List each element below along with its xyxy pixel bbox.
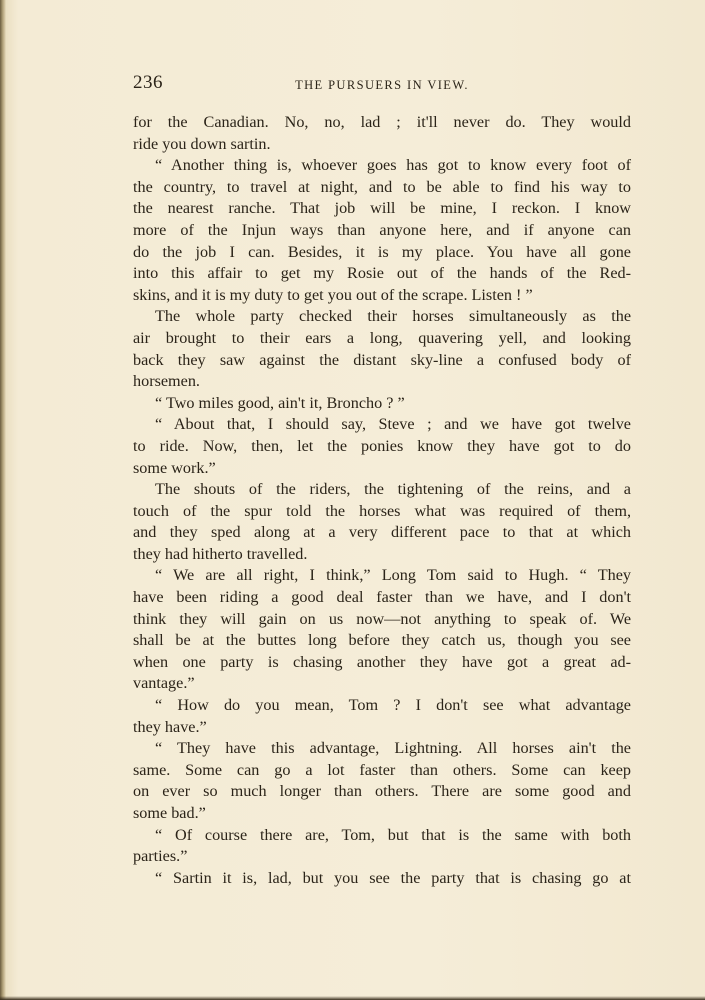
body-text [133,112,631,889]
text-line: on ever so much longer than others. There are some good and [133,782,631,801]
text-line: “ Another thing is, whoever goes has got to know every foot of [155,156,631,175]
text-line: “ Sartin it is, lad, but you see the party that is chasing go at [155,868,631,887]
spine-shadow [0,0,6,1000]
text-line: they had hitherto travelled. [133,544,308,563]
text-line: do the job I can. Besides, it is my place. You have all gone [133,242,631,261]
text-line: touch of the spur told the horses what was required of them, [133,501,631,520]
text-line: some bad.” [133,804,206,822]
text-line: parties.” [133,847,188,866]
text-line: ride you down sartin. [133,134,271,153]
page-bottom-edge [0,996,705,1000]
text-line: have been riding a good deal faster than we have, and I don't [133,588,631,607]
text-line: “ Two miles good, ain't it, Broncho ? ” [155,393,405,412]
text-line: skins, and it is my duty to get you out of the scrape. Listen ! ” [133,285,533,304]
text-line: vantage.” [133,674,195,693]
text-line: “ How do you mean, Tom ? I don't see what advantage [155,696,631,715]
text-line: shall be at the buttes long before they catch us, though you see [133,631,631,650]
text-line: air brought to their ears a long, quavering yell, and looking [133,328,631,347]
page-number: 236 [133,72,163,93]
text-line: “ About that, I should say, Steve ; and we have got twelve [155,415,631,434]
text-line: “ We are all right, I think,” Long Tom said to Hugh. “ They [155,566,631,585]
text-line: and they sped along at a very different pace to that at which [133,523,631,542]
text-line: when one party is chasing another they have got a great ad- [133,652,631,671]
text-line: “ They have this advantage, Lightning. All horses ain't the [155,739,631,758]
text-line: to ride. Now, then, let the ponies know they have got to do [133,436,631,455]
text-line: horsemen. [133,372,200,391]
text-line: “ Of course there are, Tom, but that is the same with both [155,825,631,844]
text-line: they have.” [133,717,207,736]
text-line: back they saw against the distant sky-line a confused body of [133,350,631,369]
running-title: THE PURSUERS IN VIEW. [295,78,469,92]
text-line: The shouts of the riders, the tightening of the reins, and a [155,480,631,499]
text-line: the nearest ranche. That job will be mine, I reckon. I know [133,199,631,218]
page-header [133,72,631,96]
text-line: same. Some can go a lot faster than others. Some can keep [133,760,631,779]
text-line: some work.” [133,458,216,477]
text-line: into this affair to get my Rosie out of the hands of the Red- [133,264,631,283]
text-line: for the Canadian. No, no, lad ; it'll never do. They would [133,113,631,131]
text-line: The whole party checked their horses simultaneously as the [155,307,631,326]
text-line: think they will gain on us now—not anything to speak of. We [133,609,631,628]
text-line: the country, to travel at night, and to be able to find his way to [133,177,631,196]
text-line: more of the Injun ways than anyone here, and if anyone can [133,220,631,239]
